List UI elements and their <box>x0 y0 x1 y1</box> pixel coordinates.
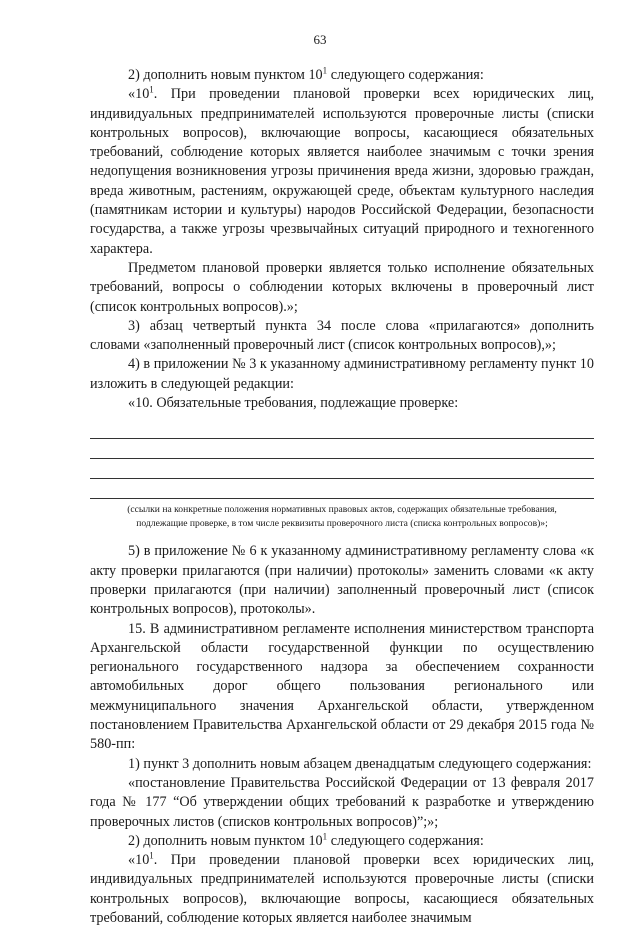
inspection-subject-paragraph: Предметом плановой проверки является только исполнение обязательных требований, вопросы о соблюдении которых включены в проверочный лист (список контрольных вопросов).»; <box>90 259 594 315</box>
section-15-item-2-suffix: следующего содержания: <box>327 832 484 849</box>
section-15-item-2-heading <box>90 832 594 851</box>
item-10-1-text: . При проведении плановой проверки всех юридических лиц, индивидуальных предпринимателей используются проверочные листы (списки контрольных вопросов), включающие вопросы, касающиеся обязательных требований, соблюдение которых является наиболее значимым с точки зрения недопущения возникновения угрозы причинения вреда жизни, здоровью граждан, вреда животным, растениям, окружающей среде, объектам культурного наследия (памятникам истории и культуры) народов Российской Федерации, безопасности государства, а также угрозы чрезвычайных ситуаций природного и техногенного характера. <box>90 86 594 257</box>
item-2-heading <box>90 66 594 85</box>
item-4-paragraph: 4) в приложении № 3 к указанному административному регламенту пункт 10 изложить в следующей редакции: <box>90 356 594 392</box>
blank-line <box>90 419 594 439</box>
blank-line <box>90 439 594 459</box>
blank-fill-lines <box>90 419 594 499</box>
item-10-1-open: «10 <box>128 86 150 103</box>
item-5-paragraph: 5) в приложение № 6 к указанному административному регламенту слова «к акту проверки прилагаются (при наличии) протоколы» заменить словами «к акту проверки прилагаются (при наличии) заполненный проверочный лист (список контрольных вопросов), протоколы». <box>90 543 594 618</box>
section-15-intro: 15. В административном регламенте исполнения министерством транспорта Архангельской области государственной функции по осуществлению регионального государственного надзора за обеспечением сохранности автомобильных дорог общего пользования регионального или межмуниципального значения Архангельской области, утвержденном постановлением Правительства Архангельской области от 29 декабря 2015 года № 580-пп: <box>90 620 594 753</box>
blank-lines-caption: (ссылки на конкретные положения нормативных правовых актов, содержащих обязательные требования, подлежащие проверке, в том числе реквизиты проверочного листа (списка контрольных вопросов)»; <box>127 504 557 529</box>
item-10-1-paragraph <box>90 85 594 259</box>
section-15-item-1: 1) пункт 3 дополнить новым абзацем двенадцатым следующего содержания: <box>128 755 592 772</box>
spacer <box>90 530 594 542</box>
document-body <box>90 66 594 928</box>
item-2-suffix: следующего содержания: <box>327 67 484 83</box>
section-15-item-2-prefix: 2) дополнить новым пунктом 10 <box>128 832 323 849</box>
item-3-paragraph: 3) абзац четвертый пункта 34 после слова «прилагаются» дополнить словами «заполненный проверочный лист (список контрольных вопросов),»; <box>90 317 594 354</box>
section-15-decree-quote: «постановление Правительства Российской Федерации от 13 февраля 2017 года № 177 “Об утверждении общих требований к разработке и утверждению проверочных листов (списков контрольных вопросов)”;»; <box>90 774 594 830</box>
section-15-item-10-1-text: . При проведении плановой проверки всех юридических лиц, индивидуальных предпринимателей используются проверочные листы (списки контрольных вопросов), включающие вопросы, касающиеся обязательных требований, соблюдение которых является наиболее значимым <box>90 852 594 926</box>
section-15-item-10-1-paragraph <box>90 851 594 928</box>
blank-line <box>90 479 594 499</box>
section-15-item-10-1-open: «10 <box>128 852 150 869</box>
section-15-item-10-1-superscript: 1 <box>149 850 154 861</box>
page-number: 63 <box>313 32 327 47</box>
item-10-requirements-paragraph: «10. Обязательные требования, подлежащие проверке: <box>128 395 459 412</box>
item-2-prefix: 2) дополнить новым пунктом 10 <box>128 67 323 83</box>
section-15-item-2-superscript: 1 <box>322 831 328 842</box>
item-10-1-superscript: 1 <box>149 84 154 95</box>
blank-line <box>90 459 594 479</box>
item-2-superscript: 1 <box>322 65 328 76</box>
